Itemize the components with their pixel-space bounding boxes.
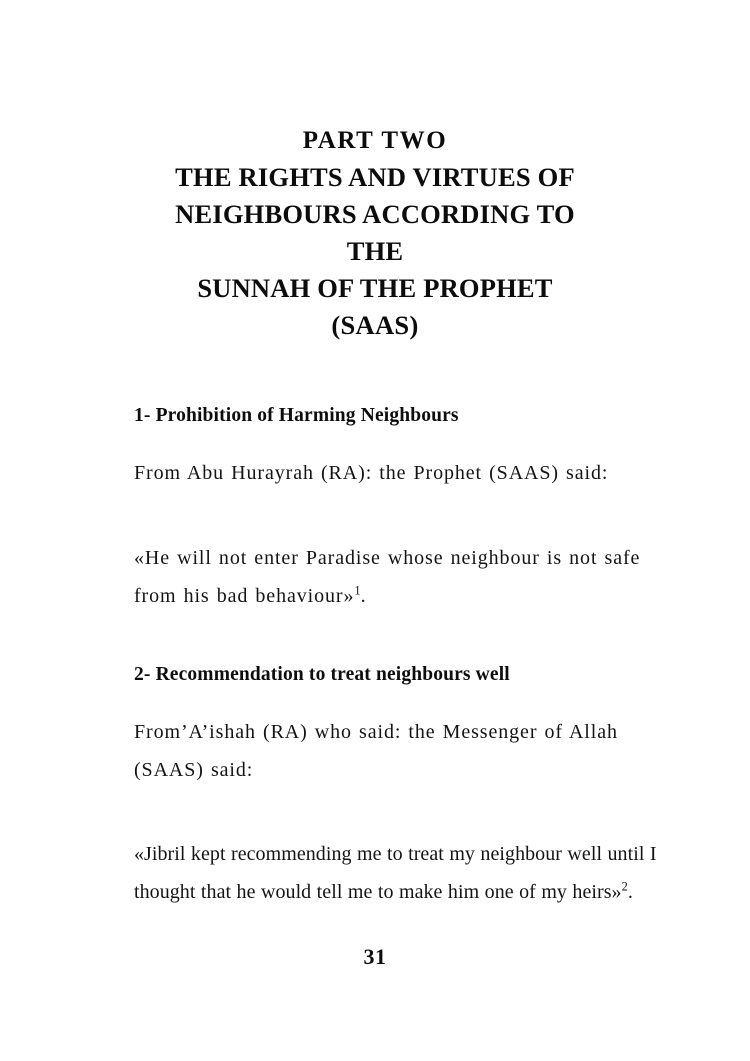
- spacer: [134, 429, 666, 454]
- section-1-quote-trailing: .: [360, 585, 367, 607]
- section-2-narration: From’A’ishah (RA) who said: the Messenger of Allah (SAAS) said:: [134, 721, 618, 781]
- part-title-line-3: NEIGHBOURS ACCORDING TO: [175, 199, 575, 229]
- body-column: [134, 403, 666, 911]
- section-heading-1: 1- Prohibition of Harming Neighbours: [134, 405, 459, 426]
- part-title-block: [118, 122, 632, 344]
- spacer: [134, 492, 666, 539]
- section-2-quote-text: «Jibril kept recommending me to treat my neighbour well until I thought that he would tell me to make him one of my heirs»: [134, 843, 657, 903]
- spacer: [134, 688, 666, 713]
- part-title-line-2: THE RIGHTS AND VIRTUES OF: [175, 162, 575, 192]
- section-1-quote-text: «He will not enter Paradise whose neighbour is not safe from his bad behaviour»: [134, 547, 641, 607]
- section-1-hadith-quote: [134, 539, 666, 615]
- part-title-line-4: THE: [346, 236, 404, 266]
- part-title-line-1: PART TWO: [302, 127, 448, 154]
- page-number: 31: [363, 944, 387, 969]
- spacer: [134, 615, 666, 662]
- part-title-line-6: (SAAS): [331, 310, 419, 340]
- section-2-quote-trailing: .: [627, 881, 633, 903]
- part-title-line-5: SUNNAH OF THE PROPHET: [197, 273, 553, 303]
- section-2-footnote-marker: 2: [621, 879, 628, 894]
- section-2-hadith-quote: [134, 835, 666, 911]
- section-heading-2: 2- Recommendation to treat neighbours well: [134, 664, 510, 685]
- spacer: [134, 789, 666, 835]
- section-1-footnote-marker: 1: [354, 583, 361, 598]
- section-1-narration: From Abu Hurayrah (RA): the Prophet (SAAS) said:: [134, 462, 609, 484]
